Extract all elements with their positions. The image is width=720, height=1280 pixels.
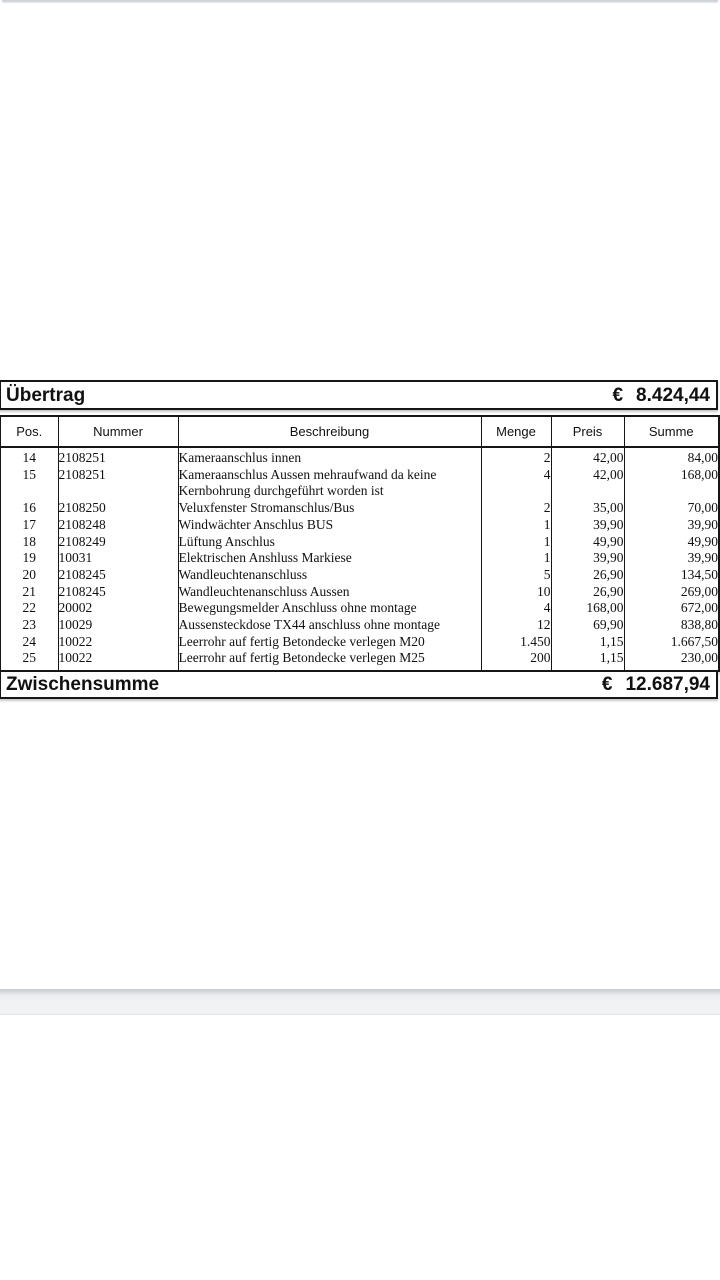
cell-preis: 69,90 bbox=[551, 617, 624, 634]
cell-pos: 22 bbox=[0, 600, 58, 617]
cell-preis: 26,90 bbox=[551, 584, 624, 601]
cell-nummer: 2108249 bbox=[58, 534, 178, 551]
cell-preis: 26,90 bbox=[551, 567, 624, 584]
cell-pos: 16 bbox=[0, 500, 58, 517]
cell-summe: 84,00 bbox=[624, 447, 719, 467]
description-line: Kernbohrung durchgeführt worden ist bbox=[178, 483, 384, 499]
cell-beschreibung bbox=[178, 550, 481, 567]
subtotal-amount bbox=[602, 675, 710, 694]
description-line: Leerrohr auf fertig Betondecke verlegen M25 bbox=[178, 650, 425, 666]
cell-beschreibung bbox=[178, 650, 481, 671]
cell-beschreibung bbox=[178, 617, 481, 634]
header-beschreibung: Beschreibung bbox=[178, 416, 481, 447]
description-line: Aussensteckdose TX44 anschluss ohne montage bbox=[178, 617, 440, 633]
table-row bbox=[0, 567, 719, 584]
description-line: Wandleuchtenanschluss Aussen bbox=[178, 583, 350, 599]
cell-preis: 1,15 bbox=[551, 634, 624, 651]
description-line: Kameraanschlus innen bbox=[178, 450, 302, 465]
description-line: Elektrischen Anshluss Markiese bbox=[178, 550, 352, 566]
cell-menge: 1 bbox=[481, 534, 551, 551]
cell-summe: 39,90 bbox=[624, 550, 719, 567]
cell-beschreibung bbox=[178, 567, 481, 584]
cell-menge: 4 bbox=[481, 467, 551, 500]
cell-pos: 24 bbox=[0, 634, 58, 651]
cell-beschreibung bbox=[178, 584, 481, 601]
cell-preis: 35,00 bbox=[551, 500, 624, 517]
header-preis: Preis bbox=[551, 416, 624, 447]
header-nummer: Nummer bbox=[58, 416, 178, 447]
table-row bbox=[0, 634, 719, 651]
carryover-amount bbox=[612, 386, 710, 405]
table-body bbox=[0, 447, 719, 671]
cell-beschreibung bbox=[178, 634, 481, 651]
cell-menge: 10 bbox=[481, 584, 551, 601]
carryover-bar bbox=[0, 380, 718, 410]
page-gap bbox=[0, 989, 720, 1015]
cell-menge: 12 bbox=[481, 617, 551, 634]
cell-pos: 14 bbox=[0, 447, 58, 467]
cell-summe: 269,00 bbox=[624, 584, 719, 601]
cell-pos: 23 bbox=[0, 617, 58, 634]
table-row bbox=[0, 534, 719, 551]
cell-menge: 4 bbox=[481, 600, 551, 617]
description-line: Leerrohr auf fertig Betondecke verlegen M20 bbox=[178, 633, 425, 649]
subtotal-label: Zwischensumme bbox=[6, 674, 160, 695]
cell-summe: 1.667,50 bbox=[624, 634, 719, 651]
cell-nummer: 20002 bbox=[58, 600, 178, 617]
description-line: Kameraanschlus Aussen mehraufwand da keine bbox=[178, 466, 437, 482]
table-row bbox=[0, 584, 719, 601]
table-row bbox=[0, 550, 719, 567]
cell-preis: 49,90 bbox=[551, 534, 624, 551]
cell-menge: 1 bbox=[481, 550, 551, 567]
cell-summe: 39,90 bbox=[624, 517, 719, 534]
table-row bbox=[0, 467, 719, 500]
cell-nummer: 10022 bbox=[58, 650, 178, 671]
cell-beschreibung bbox=[178, 534, 481, 551]
cell-summe: 168,00 bbox=[624, 467, 719, 500]
cell-nummer: 2108250 bbox=[58, 500, 178, 517]
cell-pos: 20 bbox=[0, 567, 58, 584]
description-line: Wandleuchtenanschluss bbox=[178, 566, 308, 582]
cell-preis: 1,15 bbox=[551, 650, 624, 671]
cell-summe: 49,90 bbox=[624, 534, 719, 551]
table-row bbox=[0, 517, 719, 534]
cell-beschreibung bbox=[178, 517, 481, 534]
cell-nummer: 2108245 bbox=[58, 584, 178, 601]
cell-nummer: 10029 bbox=[58, 617, 178, 634]
cell-summe: 70,00 bbox=[624, 500, 719, 517]
table-row bbox=[0, 650, 719, 671]
header-summe: Summe bbox=[624, 416, 719, 447]
cell-beschreibung bbox=[178, 600, 481, 617]
cell-pos: 21 bbox=[0, 584, 58, 601]
cell-nummer: 2108245 bbox=[58, 567, 178, 584]
cell-menge: 5 bbox=[481, 567, 551, 584]
cell-nummer: 2108251 bbox=[58, 447, 178, 467]
table-row bbox=[0, 600, 719, 617]
header-menge: Menge bbox=[481, 416, 551, 447]
cell-preis: 39,90 bbox=[551, 550, 624, 567]
table-row bbox=[0, 447, 719, 467]
cell-pos: 15 bbox=[0, 467, 58, 500]
header-pos: Pos. bbox=[0, 416, 58, 447]
cell-preis: 42,00 bbox=[551, 467, 624, 500]
carryover-label: Übertrag bbox=[6, 384, 86, 406]
description-line: Bewegungsmelder Anschluss ohne montage bbox=[178, 600, 417, 616]
table-row bbox=[0, 500, 719, 517]
cell-summe: 838,80 bbox=[624, 617, 719, 634]
table-header-row bbox=[0, 416, 719, 447]
items-table bbox=[0, 415, 720, 672]
cell-preis: 168,00 bbox=[551, 600, 624, 617]
cell-menge: 1.450 bbox=[481, 634, 551, 651]
cell-nummer: 2108248 bbox=[58, 517, 178, 534]
cell-beschreibung bbox=[178, 447, 481, 467]
table-row bbox=[0, 617, 719, 634]
subtotal-currency-symbol: € bbox=[601, 674, 613, 695]
cell-preis: 39,90 bbox=[551, 517, 624, 534]
cell-nummer: 10031 bbox=[58, 550, 178, 567]
cell-summe: 230,00 bbox=[624, 650, 719, 671]
cell-menge: 2 bbox=[481, 500, 551, 517]
description-line: Lüftung Anschlus bbox=[178, 533, 275, 549]
cell-beschreibung bbox=[178, 467, 481, 500]
previous-page-edge bbox=[2, 0, 718, 3]
cell-pos: 19 bbox=[0, 550, 58, 567]
description-line: Windwächter Anschlus BUS bbox=[178, 516, 334, 532]
cell-pos: 18 bbox=[0, 534, 58, 551]
cell-pos: 25 bbox=[0, 650, 58, 671]
subtotal-bar bbox=[0, 670, 718, 699]
cell-menge: 200 bbox=[481, 650, 551, 671]
cell-menge: 1 bbox=[481, 517, 551, 534]
subtotal-value: 12.687,94 bbox=[625, 674, 710, 695]
description-line: Veluxfenster Stromanschlus/Bus bbox=[178, 500, 355, 516]
cell-nummer: 10022 bbox=[58, 634, 178, 651]
cell-pos: 17 bbox=[0, 517, 58, 534]
carryover-currency-symbol: € bbox=[612, 384, 624, 406]
cell-summe: 672,00 bbox=[624, 600, 719, 617]
cell-preis: 42,00 bbox=[551, 447, 624, 467]
cell-summe: 134,50 bbox=[624, 567, 719, 584]
cell-menge: 2 bbox=[481, 447, 551, 467]
cell-beschreibung bbox=[178, 500, 481, 517]
cell-nummer: 2108251 bbox=[58, 467, 178, 500]
carryover-value: 8.424,44 bbox=[636, 384, 710, 406]
